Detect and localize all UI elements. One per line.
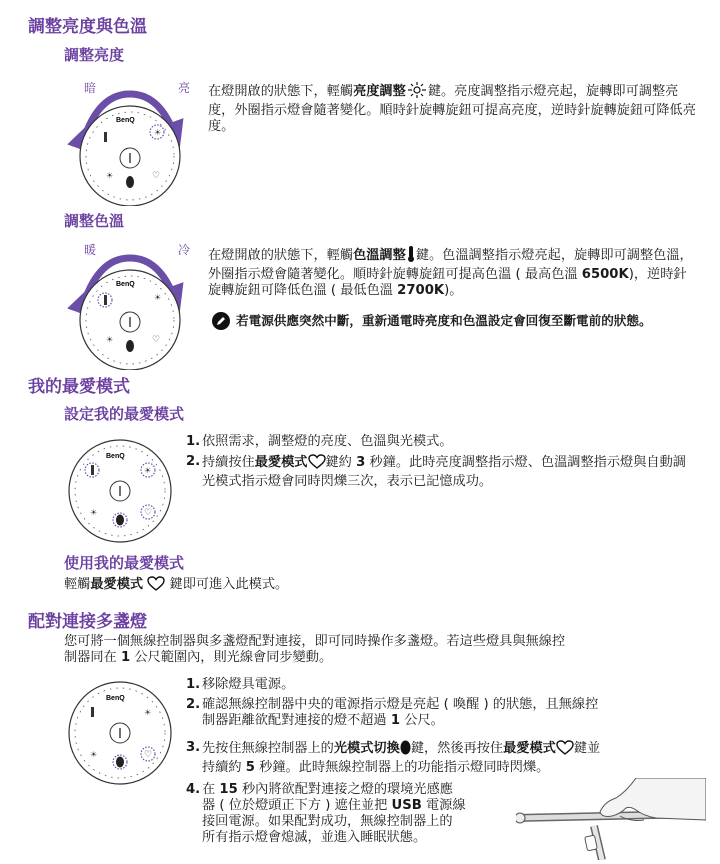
brand-logo: BenQ	[116, 117, 135, 124]
label-cold: 冷	[178, 243, 191, 257]
svg-text:☀: ☀	[90, 750, 98, 759]
controller-favorite-illustration	[64, 436, 176, 546]
svg-text:♡: ♡	[152, 335, 161, 345]
pairing-step-4: 4. 在 15 秒內將欲配對連接之燈的環境光感應 器 ( 位於燈頭正下方 ) 遮住並把 USB 電源線 接回電源。如果配對成功，無線控制器上的 所有指示燈會熄滅，並進入睡眠狀態。	[186, 782, 466, 845]
svg-text:BenQ: BenQ	[116, 281, 135, 288]
svg-text:♡: ♡	[152, 171, 161, 181]
subtitle-brightness: 調整亮度	[64, 46, 125, 64]
pairing-step-3: 3. 先按住無線控制器上的光模式切換 鍵，然後再按住最愛模式 鍵並 持續約 5 秒鐘。此時無線控制器上的功能指示燈同時閃爍。	[186, 740, 601, 775]
heart-icon-3	[556, 740, 574, 760]
pairing-step-2: 2. 確認無線控制器中央的電源指示燈是亮起 ( 喚醒 ) 的狀態，且無線控 制器距離欲配對連接的燈不超過 1 公尺。	[186, 697, 599, 728]
heart-icon	[308, 454, 326, 474]
svg-text:☀: ☀	[154, 128, 162, 137]
svg-text:☀: ☀	[154, 293, 162, 302]
svg-text:♡: ♡	[144, 750, 153, 760]
controller-color-illustration	[60, 240, 200, 370]
svg-text:BenQ: BenQ	[106, 453, 125, 460]
note-text: 若電源供應突然中斷，重新通電時亮度和色溫設定會回復至斷電前的狀態。	[236, 313, 652, 328]
svg-text:☀: ☀	[106, 171, 114, 180]
brightness-paragraph: 在燈開啟的狀態下，輕觸亮度調整 鍵。亮度調整指示燈亮起，旋轉即可調整亮度，外圈指示燈會隨著變化。順時針旋轉旋鈕可提高亮度，逆時針旋轉旋鈕可降低亮度。	[208, 84, 696, 134]
label-bright: 亮	[178, 81, 191, 95]
section-title-brightness-color: 調整亮度與色溫	[28, 17, 147, 37]
label-warm: 暖	[84, 243, 97, 257]
subtitle-set-favorite: 設定我的最愛模式	[64, 405, 185, 423]
svg-text:♡: ♡	[144, 508, 153, 518]
pairing-intro: 您可將一個無線控制器與多盞燈配對連接，即可同時操作多盞燈。若這些燈具與無線控 制器同在 1 公尺範圍內，則光線會同步變動。	[64, 634, 566, 665]
brightness-sun-icon	[406, 82, 428, 103]
light-mode-icon	[400, 740, 411, 760]
svg-text:☀: ☀	[90, 508, 98, 517]
use-favorite-text: 輕觸最愛模式 鍵即可進入此模式。	[64, 576, 288, 596]
thermometer-icon	[406, 246, 416, 267]
favorite-step-2: 2. 持續按住最愛模式 鍵約 3 秒鐘。此時亮度調整指示燈、色溫調整指示燈與自動調光模式指示燈會同時閃爍三次，表示已記憶成功。	[186, 454, 686, 489]
subtitle-color-temp: 調整色溫	[64, 212, 125, 230]
label-dark: 暗	[84, 81, 97, 95]
controller-pairing-illustration	[64, 678, 176, 788]
section-title-favorite: 我的最愛模式	[28, 377, 130, 397]
note-pencil-icon	[212, 312, 230, 330]
lamp-hand-illustration	[516, 778, 706, 864]
heart-icon-2	[147, 576, 165, 596]
pairing-step-1: 1. 移除燈具電源。	[186, 677, 295, 692]
section-title-pairing: 配對連接多盞燈	[28, 612, 147, 632]
subtitle-use-favorite: 使用我的最愛模式	[64, 554, 185, 572]
svg-text:☀: ☀	[144, 466, 152, 475]
svg-text:☀: ☀	[106, 335, 114, 344]
color-temp-paragraph: 在燈開啟的狀態下，輕觸色溫調整 鍵。色溫調整指示燈亮起，旋轉即可調整色溫，外圈指示燈會隨著變化。順時針旋轉旋鈕可提高色溫 ( 最高色溫 6500K)，逆時針旋轉旋鈕可降低色溫 ( 最低色溫 2700K)。	[208, 248, 693, 298]
favorite-step-1: 1. 依照需求，調整燈的亮度、色溫與光模式。	[186, 434, 453, 449]
svg-text:BenQ: BenQ	[106, 695, 125, 702]
svg-text:☀: ☀	[144, 708, 152, 717]
